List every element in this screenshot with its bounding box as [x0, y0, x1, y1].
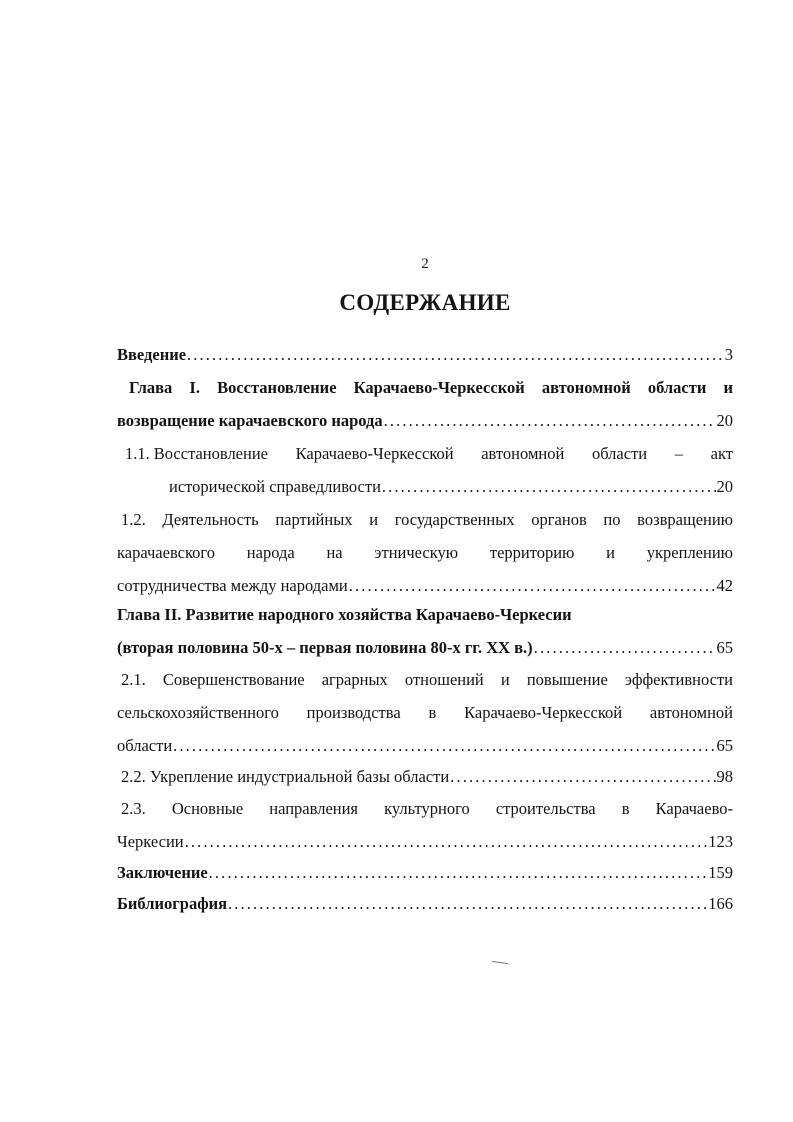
dot-leader [228, 894, 707, 914]
toc-section-2-1-line-2: сельскохозяйственного производства в Карачаево-Черкесской автономной [117, 703, 733, 722]
toc-chapter-2 [117, 638, 733, 658]
toc-entry-intro [117, 345, 733, 365]
dot-leader [534, 638, 716, 658]
toc-chapter-1-line-1: Глава I. Восстановление Карачаево-Черкесской автономной области и [129, 378, 733, 397]
toc-entry-label: Заключение [117, 863, 208, 882]
toc-section-2-2 [121, 767, 733, 787]
toc-entry-page: 65 [716, 638, 733, 657]
toc-entry-label: сотрудничества между народами [117, 576, 348, 595]
dot-leader [349, 576, 716, 596]
dot-leader [185, 832, 708, 852]
toc-chapter-2-line-1: Глава II. Развитие народного хозяйства Карачаево-Черкесии [117, 605, 572, 624]
toc-entry-label: исторической справедливости [169, 477, 381, 496]
toc-entry-label: Введение [117, 345, 187, 364]
toc-entry-page: 166 [708, 894, 733, 913]
toc-entry-page: 20 [716, 411, 733, 430]
dot-leader [450, 767, 715, 787]
toc-chapter-1 [117, 411, 733, 431]
toc-section-number: 1.1. [125, 444, 150, 463]
toc-entry-label: 2.2. Укрепление индустриальной базы области [121, 767, 450, 786]
toc-section-2-3 [117, 832, 733, 852]
toc-entry-page: 20 [716, 477, 733, 496]
toc-entry-conclusion [117, 863, 733, 883]
toc-entry-page: 159 [708, 863, 733, 882]
toc-entry-page: 98 [716, 767, 733, 786]
toc-entry-page: 42 [716, 576, 733, 595]
toc-section-1-1 [169, 477, 733, 497]
toc-entry-label: возвращение карачаевского народа [117, 411, 383, 430]
dot-leader [382, 477, 716, 497]
toc-entry-page: 3 [724, 345, 733, 364]
dot-leader [187, 345, 724, 365]
toc-entry-page: 123 [708, 832, 733, 851]
page-number: 2 [421, 256, 429, 272]
toc-section-text: Восстановление Карачаево-Черкесской автономной области – акт [153, 444, 733, 463]
toc-section-2-1 [117, 736, 733, 756]
page-title: СОДЕРЖАНИЕ [339, 290, 511, 315]
toc-entry-label: Библиография [117, 894, 228, 913]
toc-section-2-3-line-1: 2.3. Основные направления культурного строительства в Карачаево- [121, 799, 733, 818]
dot-leader [173, 736, 715, 756]
toc-entry-label: области [117, 736, 173, 755]
toc-entry-bibliography [117, 894, 733, 914]
toc-entry-label: Черкесии [117, 832, 184, 851]
dot-leader [209, 863, 708, 883]
toc-entry-label: (вторая половина 50-х – первая половина 80-х гг. XX в.) [117, 638, 533, 657]
toc-entry-page: 65 [716, 736, 733, 755]
toc-section-1-2 [117, 576, 733, 596]
toc-section-1-2-line-2: карачаевского народа на этническую территорию и укреплению [117, 543, 733, 562]
toc-section-2-1-line-1: 2.1. Совершенствование аграрных отношений и повышение эффективности [121, 670, 733, 689]
toc-section-1-2-line-1: 1.2. Деятельность партийных и государственных органов по возвращению [121, 510, 733, 529]
toc-section-1-1-line-1 [125, 444, 733, 464]
scan-artifact [492, 961, 508, 964]
dot-leader [384, 411, 716, 431]
